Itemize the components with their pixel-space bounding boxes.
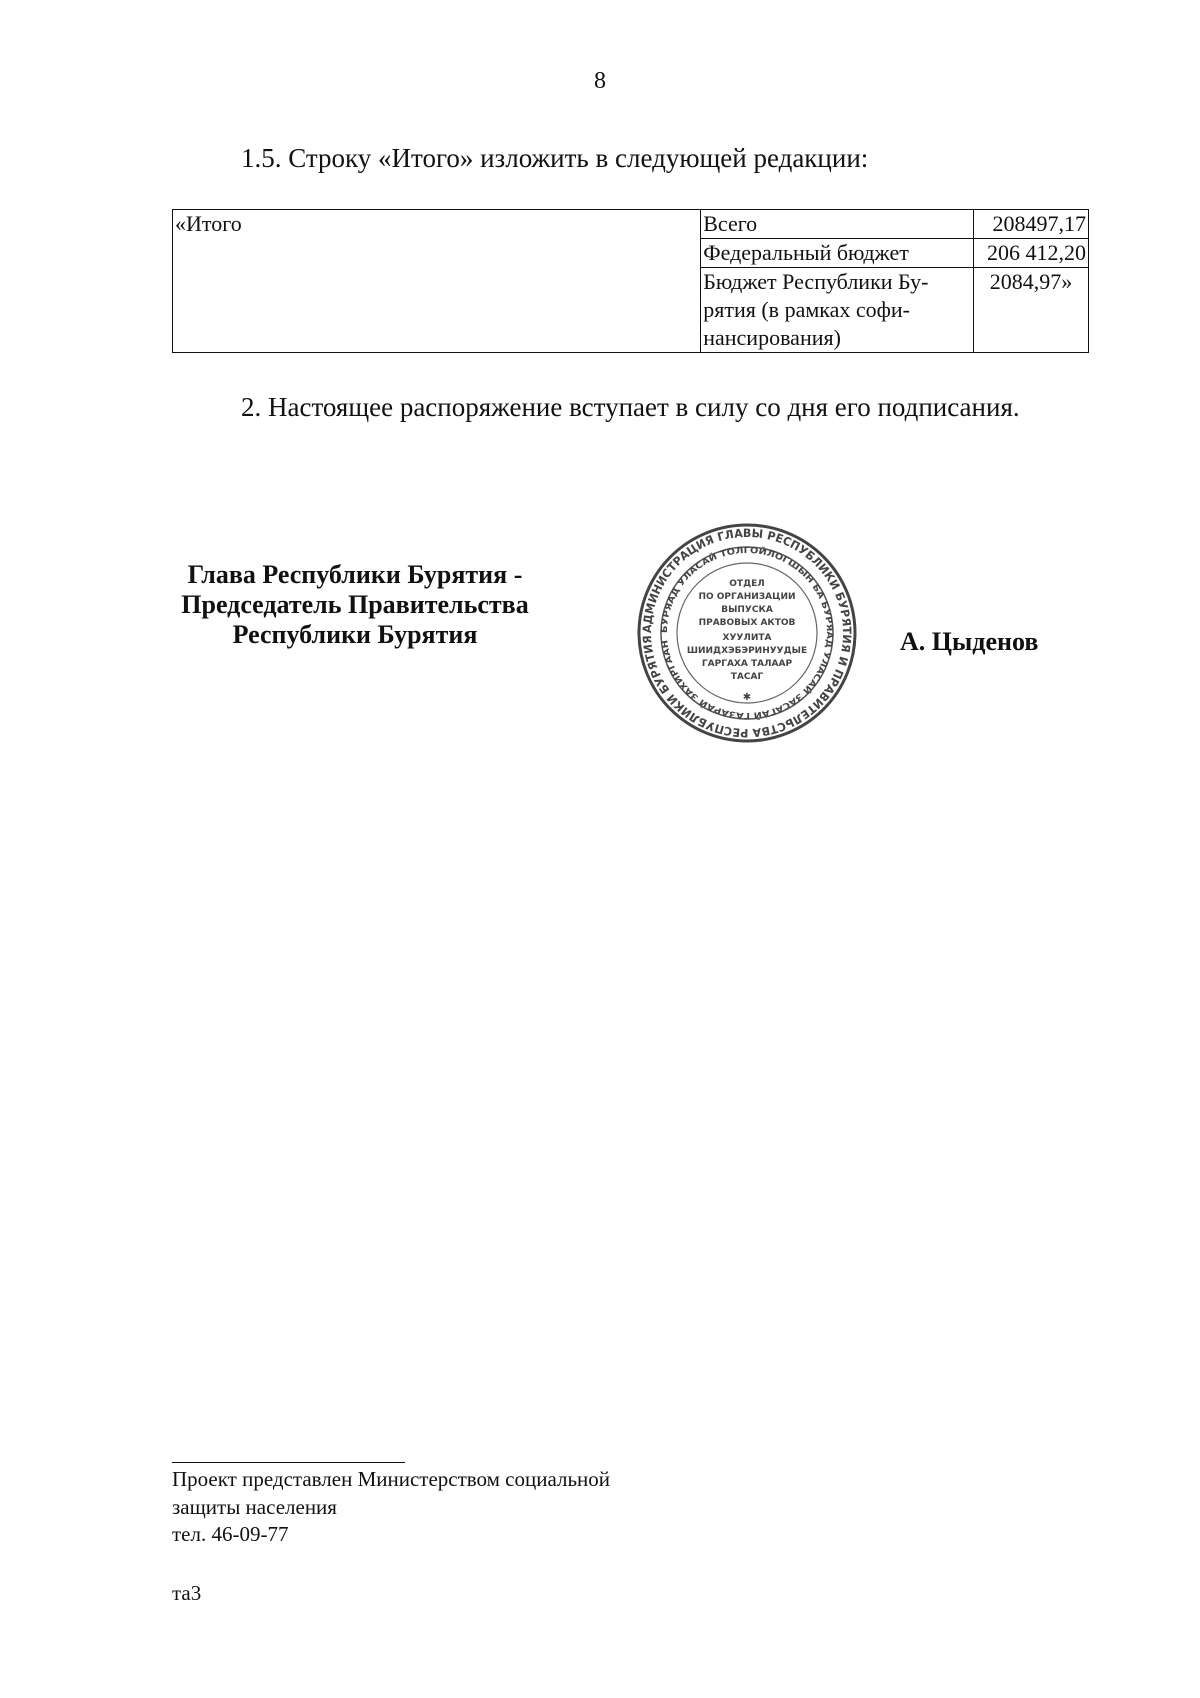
- footnote-phone: тел. 46-09-77: [172, 1522, 289, 1546]
- table-cell-amount: 2084,97»: [974, 268, 1089, 353]
- stamp-center-line: ШИИДХЭБЭРИНУУДЫЕ: [686, 646, 808, 656]
- signatory-title: [140, 560, 570, 650]
- stamp-outer-ring-text: АДМИНИСТРАЦИЯ ГЛАВЫ РЕСПУБЛИКИ БУРЯТИЯ И ПРАВИТЕЛЬСТВА РЕСПУБЛИКИ БУРЯТИЯ: [639, 525, 855, 741]
- paragraph-item-2: 2. Настоящее распоряжение вступает в силу со дня его подписания.: [241, 392, 1020, 422]
- totals-table: [172, 209, 1089, 353]
- stamp-center-line: ВЫПУСКА: [721, 605, 773, 615]
- table-cell-amount: 208497,17: [974, 210, 1089, 239]
- table-cell-source: Федеральный бюджет: [701, 239, 974, 268]
- stamp-inner-ring-text: БУРЯАД УЛАСАЙ ТОЛГОЙЛОГШЫН БА БУРЯАД УЛАСАЙ ЗАСАГАЙ ГАЗАРАЙ ЗАХИРГААН: [659, 545, 835, 721]
- signatory-name: А. Цыденов: [900, 627, 1039, 656]
- stamp-star-icon: ✱: [742, 692, 752, 703]
- table-cell-amount: 206 412,20: [974, 239, 1089, 268]
- table-cell-source-line: рятия (в рамках софи-: [703, 297, 910, 322]
- stamp-center-line: ОТДЕЛ: [729, 579, 765, 589]
- table-cell-label: «Итого: [173, 210, 701, 353]
- page-number: 8: [594, 68, 606, 94]
- table-cell-source: [701, 268, 974, 353]
- table-cell-source: Всего: [701, 210, 974, 239]
- stamp-center-line: ПО ОРГАНИЗАЦИИ: [698, 592, 796, 602]
- table-cell-source-line: Бюджет Республики Бу-: [703, 269, 929, 294]
- table-row: [173, 210, 1089, 239]
- stamp-center-line: ПРАВОВЫХ АКТОВ: [698, 618, 796, 628]
- signatory-title-line: Республики Бурятия: [232, 620, 478, 649]
- stamp-center-line: ГАРГАХА ТАЛААР: [701, 659, 793, 669]
- signatory-title-line: Глава Республики Бурятия -: [187, 560, 523, 589]
- stamp-center-line: ХУУЛИТА: [722, 633, 772, 643]
- official-stamp: [636, 522, 858, 744]
- footnote-line: Проект представлен Министерством социальной: [172, 1467, 611, 1491]
- footnote-line: защиты населения: [172, 1495, 337, 1519]
- table-cell-source-line: нансирования): [703, 325, 841, 350]
- paragraph-item-1-5: 1.5. Строку «Итого» изложить в следующей редакции:: [241, 143, 869, 173]
- signatory-title-line: Председатель Правительства: [181, 590, 529, 619]
- executor-code: та3: [172, 1581, 202, 1605]
- stamp-center-line: ТАСАГ: [730, 672, 764, 682]
- footnote-divider: [172, 1462, 405, 1463]
